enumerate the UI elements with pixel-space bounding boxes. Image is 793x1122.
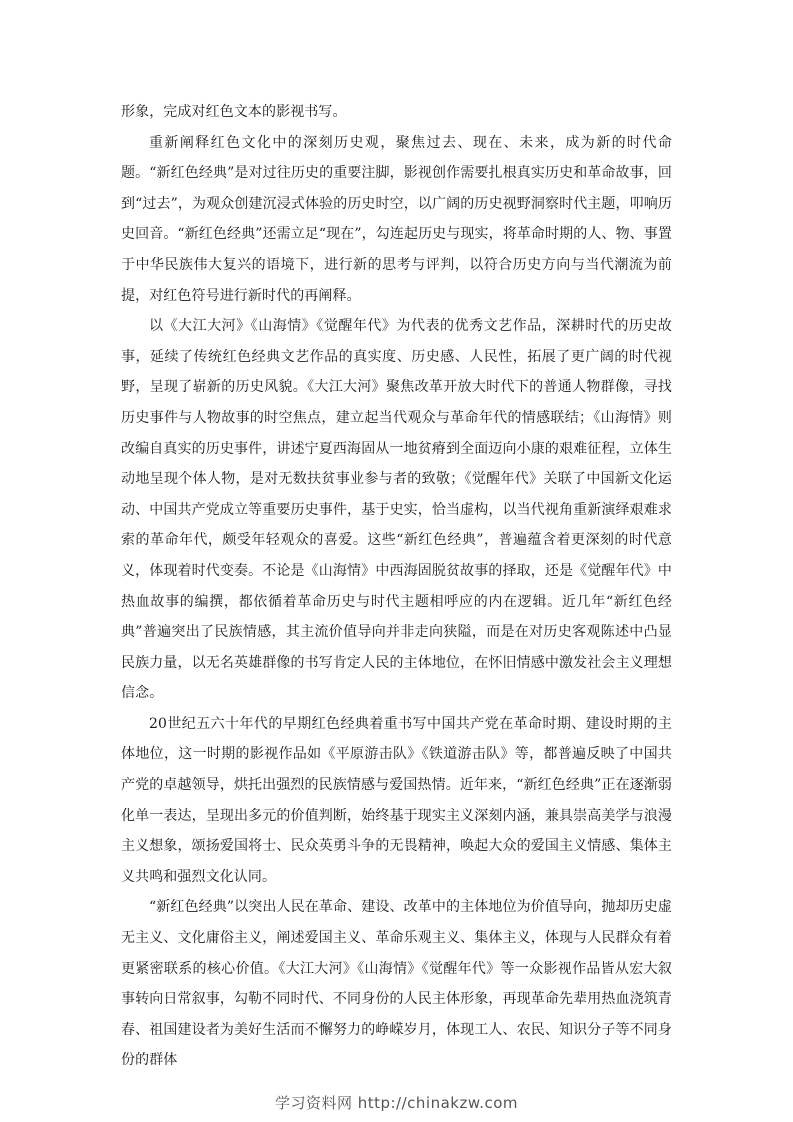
paragraph-early-red-classics: 20世纪五六十年代的早期红色经典着重书写中国共产党在革命时期、建设时期的主体地位，这一时期的影视作品如《平原游击队》《铁道游击队》等，都普遍反映了中国共产党的卓越领导，烘托出强烈的民族情感与爱国热情。近年来，“新红色经典”正在逐渐弱化单一表达，呈现出多元的价值判断，始终基于现实主义深刻内涵，兼具崇高美学与浪漫主义想象，颂扬爱国将士、民众英勇斗争的无畏精神，唤起大众的爱国主义情感、集体主义共鸣和强烈文化认同。 xyxy=(121,715,672,885)
paragraph-continuation: 形象，完成对红色文本的影视书写。 xyxy=(121,104,347,120)
paragraph-people-centered: “新红色经典”以突出人民在革命、建设、改革中的主体地位为价值导向，抛却历史虚无主义、文化庸俗主义，阐述爱国主义、革命乐观主义、集体主义，体现与人民群众有着更紧密联系的核心价值。《大江大河》《山海情》《觉醒年代》等一众影视作品皆从宏大叙事转向日常叙事，勾勒不同时代、不同身份的人民主体形象，再现革命先辈用热血浇筑青春、祖国建设者为美好生活而不懈努力的峥嵘岁月，体现工人、农民、知识分子等不同身份的群体 xyxy=(121,899,672,1069)
page-footer-watermark: 学习资料网 http://chinakzw.com xyxy=(274,1094,519,1112)
document-body xyxy=(121,97,672,1076)
paragraph-historical-view: 重新阐释红色文化中的深刻历史观，聚焦过去、现在、未来，成为新的时代命题。“新红色经典”是对过往历史的重要注脚，影视创作需要扎根真实历史和革命故事，回到“过去”，为观众创建沉浸式体验的历史时空，以广阔的历史视野洞察时代主题，叩响历史回音。“新红色经典”还需立足“现在”，勾连起历史与现实，将革命时期的人、物、事置于中华民族伟大复兴的语境下，进行新的思考与评判，以符合历史方向与当代潮流为前提，对红色符号进行新时代的再阐释。 xyxy=(121,134,672,304)
paragraph-representative-works: 以《大江大河》《山海情》《觉醒年代》为代表的优秀文艺作品，深耕时代的历史故事，延续了传统红色经典文艺作品的真实度、历史感、人民性，拓展了更广阔的时代视野，呈现了崭新的历史风貌。《大江大河》聚焦改革开放大时代下的普通人物群像，寻找历史事件与人物故事的时空焦点，建立起当代观众与革命年代的情感联结；《山海情》则改编自真实的历史事件，讲述宁夏西海固从一地贫瘠到全面迈向小康的艰难征程，立体生动地呈现个体人物，是对无数扶贫事业参与者的致敬；《觉醒年代》关联了中国新文化运动、中国共产党成立等重要历史事件，基于史实，恰当虚构，以当代视角重新演绎艰难求索的革命年代，颇受年轻观众的喜爱。这些“新红色经典”，普遍蕴含着更深刻的时代意义，体现着时代变奏。不论是《山海情》中西海固脱贫故事的择取，还是《觉醒年代》中热血故事的编撰，都依循着革命历史与时代主题相呼应的内在逻辑。近几年“新红色经典”普遍突出了民族情感，其主流价值导向并非走向狭隘，而是在对历史客观陈述中凸显民族力量，以无名英雄群像的书写肯定人民的主体地位，在怀旧情感中激发社会主义理想信念。 xyxy=(121,318,672,702)
